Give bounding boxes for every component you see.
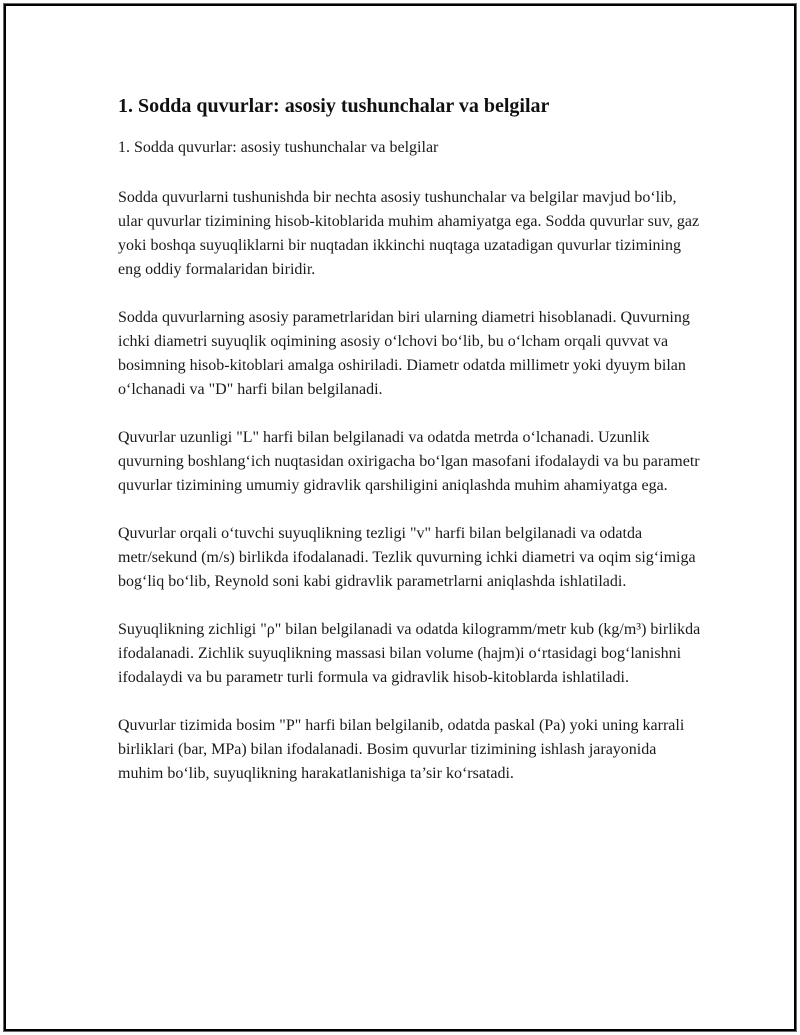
document-subtitle: 1. Sodda quvurlar: asosiy tushunchalar va belgilar — [118, 139, 439, 156]
paragraph-density: Suyuqlikning zichligi "ρ" bilan belgilanadi va odatda kilogramm/metr kub (kg/m³) birlikda ifodalanadi. Zichlik suyuqlikning massasi bilan volume (hajm)i o‘rtasidagi bog‘lanishni ifodalaydi va bu parametr turli formula va gidravlik hisob-kitoblarda ishlatiladi. — [118, 621, 701, 686]
paragraph-pressure: Quvurlar tizimida bosim "P" harfi bilan belgilanib, odatda paskal (Pa) yoki uning karrali birliklari (bar, MPa) bilan ifodalanadi. Bosim quvurlar tizimining ishlash jarayonida muhim bo‘lib, suyuqlikning harakatlanishiga ta’sir ko‘rsatadi. — [118, 717, 685, 782]
document-body — [118, 92, 703, 786]
document-title: 1. Sodda quvurlar: asosiy tushunchalar va belgilar — [118, 95, 550, 117]
paragraph-intro: Sodda quvurlarni tushunishda bir nechta asosiy tushunchalar va belgilar mavjud bo‘lib, ular quvurlar tizimining hisob-kitoblarida muhim ahamiyatga ega. Sodda quvurlar suv, gaz yoki boshqa suyuqliklarni bir nuqtadan ikkinchi nuqtaga uzatadigan quvurlar tizimining eng oddiy formalaridan biridir. — [118, 189, 700, 278]
paragraph-velocity: Quvurlar orqali o‘tuvchi suyuqlikning tezligi "v" harfi bilan belgilanadi va odatda metr/sekund (m/s) birlikda ifodalanadi. Tezlik quvurning ichki diametri va oqim sig‘imiga bog‘liq bo‘lib, Reynold soni kabi gidravlik parametrlarni aniqlashda ishlatiladi. — [118, 525, 696, 590]
paragraph-length: Quvurlar uzunligi "L" harfi bilan belgilanadi va odatda metrda o‘lchanadi. Uzunlik quvurning boshlang‘ich nuqtasidan oxirigacha bo‘lgan masofani ifodalaydi va bu parametr quvurlar tizimining umumiy gidravlik qarshiligini aniqlashda muhim ahamiyatga ega. — [118, 429, 700, 494]
paragraph-diameter: Sodda quvurlarning asosiy parametrlaridan biri ularning diametri hisoblanadi. Quvurning ichki diametri suyuqlik oqimining asosiy o‘lchovi bo‘lib, bu o‘lcham orqali quvvat va bosimning hisob-kitoblari amalga oshiriladi. Diametr odatda millimetr yoki dyuym bilan o‘lchanadi va "D" harfi bilan belgilanadi. — [118, 309, 690, 398]
